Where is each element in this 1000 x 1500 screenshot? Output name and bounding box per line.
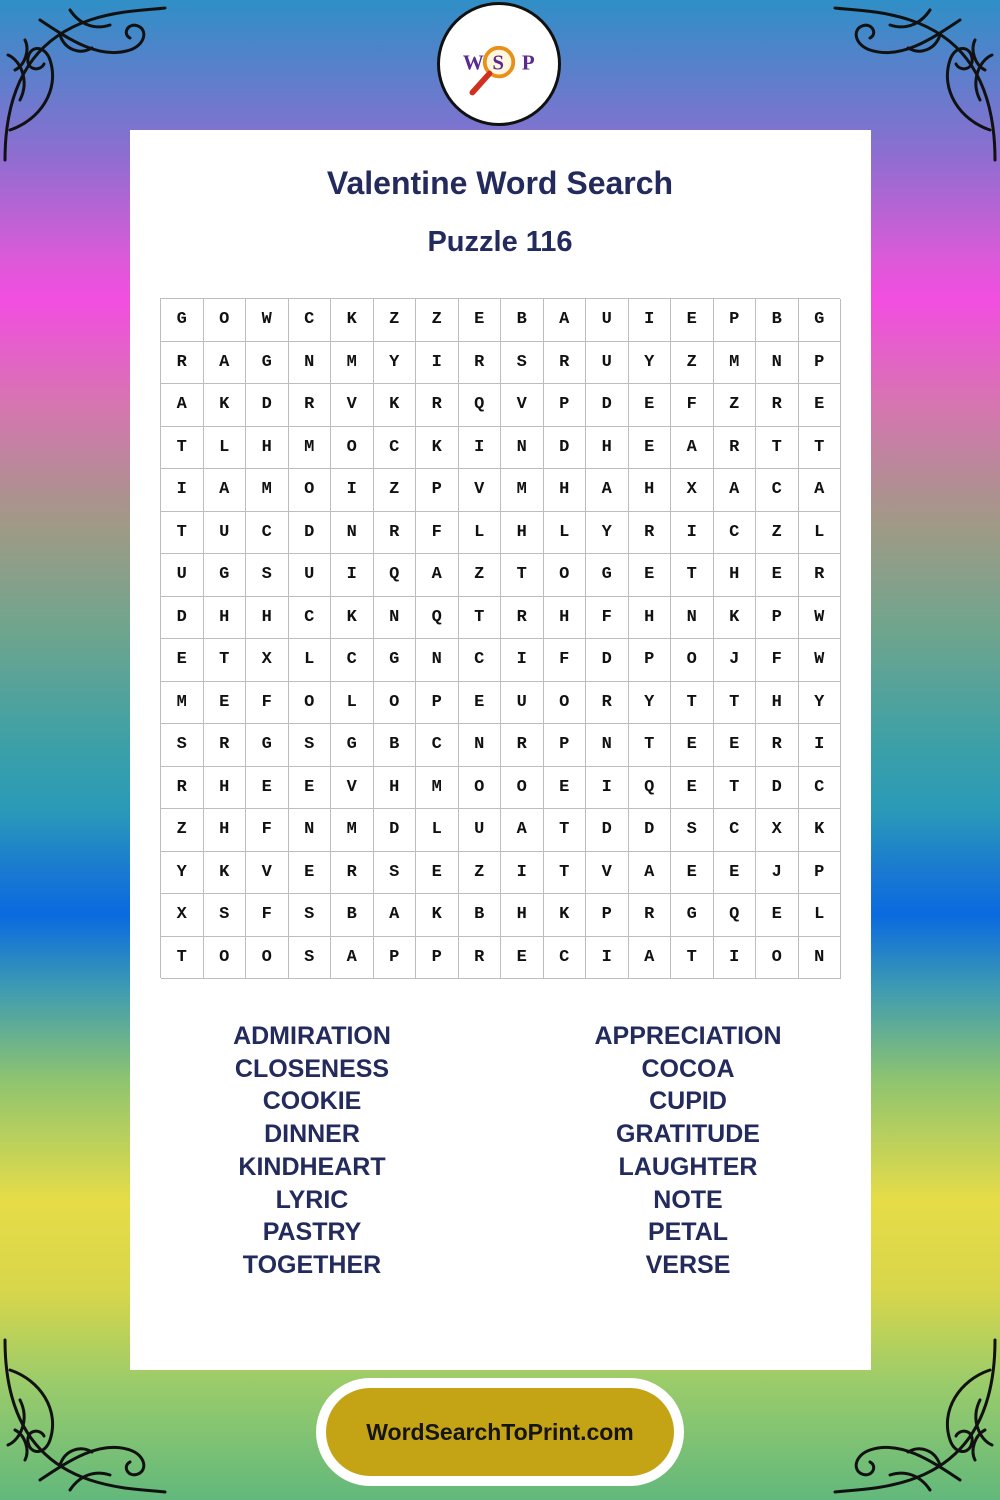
grid-cell: K [544, 894, 587, 937]
grid-cell: E [756, 554, 799, 597]
grid-cell: D [586, 639, 629, 682]
grid-cell: K [374, 384, 417, 427]
grid-cell: B [374, 724, 417, 767]
grid-cell: V [246, 852, 289, 895]
grid-cell: R [289, 384, 332, 427]
grid-cell: E [459, 299, 502, 342]
grid-cell: N [586, 724, 629, 767]
grid-cell: W [799, 597, 842, 640]
grid-cell: R [161, 342, 204, 385]
grid-cell: C [374, 427, 417, 470]
grid-cell: J [756, 852, 799, 895]
grid-cell: Y [799, 682, 842, 725]
grid-cell: U [586, 342, 629, 385]
grid-cell: M [416, 767, 459, 810]
grid-cell: A [204, 342, 247, 385]
grid-cell: A [331, 937, 374, 980]
grid-cell: E [289, 767, 332, 810]
grid-cell: E [501, 937, 544, 980]
grid-cell: S [671, 809, 714, 852]
grid-cell: E [459, 682, 502, 725]
grid-cell: O [289, 682, 332, 725]
grid-cell: O [671, 639, 714, 682]
grid-cell: R [799, 554, 842, 597]
grid-cell: O [374, 682, 417, 725]
grid-cell: K [204, 852, 247, 895]
grid-cell: Q [459, 384, 502, 427]
grid-cell: H [204, 767, 247, 810]
grid-cell: R [204, 724, 247, 767]
grid-cell: Z [671, 342, 714, 385]
grid-cell: W [246, 299, 289, 342]
grid-cell: T [161, 427, 204, 470]
grid-cell: L [289, 639, 332, 682]
grid-cell: N [416, 639, 459, 682]
grid-cell: Q [416, 597, 459, 640]
grid-cell: G [204, 554, 247, 597]
grid-cell: G [586, 554, 629, 597]
grid-cell: P [544, 384, 587, 427]
grid-cell: H [501, 512, 544, 555]
grid-cell: T [501, 554, 544, 597]
grid-cell: N [289, 809, 332, 852]
grid-cell: Y [161, 852, 204, 895]
word-list-item: VERSE [645, 1250, 731, 1279]
grid-cell: I [501, 639, 544, 682]
grid-cell: P [756, 597, 799, 640]
grid-cell: A [671, 427, 714, 470]
grid-cell: P [416, 937, 459, 980]
grid-cell: U [459, 809, 502, 852]
grid-cell: B [756, 299, 799, 342]
grid-cell: I [331, 469, 374, 512]
logo-letter-w: W [462, 50, 484, 75]
word-list-item: LYRIC [275, 1185, 349, 1214]
grid-cell: R [459, 937, 502, 980]
grid-cell: R [501, 724, 544, 767]
grid-cell: T [629, 724, 672, 767]
grid-cell: E [671, 299, 714, 342]
grid-cell: P [544, 724, 587, 767]
grid-cell: L [331, 682, 374, 725]
grid-cell: G [374, 639, 417, 682]
grid-cell: Z [459, 852, 502, 895]
grid-cell: V [459, 469, 502, 512]
grid-cell: J [714, 639, 757, 682]
grid-cell: R [544, 342, 587, 385]
grid-cell: F [416, 512, 459, 555]
grid-cell: T [161, 937, 204, 980]
grid-cell: M [289, 427, 332, 470]
grid-cell: E [544, 767, 587, 810]
grid-cell: C [331, 639, 374, 682]
grid-cell: O [459, 767, 502, 810]
grid-cell: E [161, 639, 204, 682]
grid-cell: A [161, 384, 204, 427]
grid-cell: C [246, 512, 289, 555]
grid-cell: E [629, 554, 672, 597]
grid-cell: E [629, 427, 672, 470]
logo-letter-p: P [521, 50, 535, 75]
grid-cell: X [161, 894, 204, 937]
grid-cell: I [586, 767, 629, 810]
word-list-item: CLOSENESS [234, 1054, 390, 1083]
grid-cell: O [204, 937, 247, 980]
grid-cell: P [799, 852, 842, 895]
grid-cell: V [586, 852, 629, 895]
site-name: WordSearchToPrint.com [366, 1418, 634, 1445]
grid-cell: K [799, 809, 842, 852]
word-list-item: CUPID [649, 1087, 727, 1116]
grid-cell: D [586, 809, 629, 852]
grid-cell: P [374, 937, 417, 980]
grid-cell: G [331, 724, 374, 767]
grid-cell: A [544, 299, 587, 342]
grid-cell: U [289, 554, 332, 597]
grid-cell: I [714, 937, 757, 980]
grid-cell: G [799, 299, 842, 342]
grid-cell: Q [714, 894, 757, 937]
grid-cell: C [289, 299, 332, 342]
word-list-item: APPRECIATION [594, 1022, 782, 1050]
grid-cell: N [459, 724, 502, 767]
grid-cell: I [586, 937, 629, 980]
grid-cell: A [629, 937, 672, 980]
grid-cell: A [799, 469, 842, 512]
grid-cell: E [799, 384, 842, 427]
grid-cell: N [671, 597, 714, 640]
grid-cell: U [501, 682, 544, 725]
grid-cell: A [714, 469, 757, 512]
grid-cell: Y [629, 342, 672, 385]
grid-cell: H [204, 809, 247, 852]
grid-cell: H [246, 597, 289, 640]
grid-cell: D [246, 384, 289, 427]
grid-cell: R [331, 852, 374, 895]
grid-cell: Y [374, 342, 417, 385]
grid-cell: B [459, 894, 502, 937]
grid-cell: A [629, 852, 672, 895]
grid-cell: S [289, 894, 332, 937]
grid-cell: A [586, 469, 629, 512]
word-list-item: COOKIE [262, 1087, 362, 1116]
grid-cell: O [289, 469, 332, 512]
grid-cell: O [246, 937, 289, 980]
grid-cell: H [544, 469, 587, 512]
grid-cell: T [714, 767, 757, 810]
grid-cell: S [501, 342, 544, 385]
grid-cell: S [374, 852, 417, 895]
grid-cell: D [374, 809, 417, 852]
grid-cell: E [671, 724, 714, 767]
grid-cell: N [289, 342, 332, 385]
grid-cell: R [629, 894, 672, 937]
grid-cell: I [459, 427, 502, 470]
grid-cell: D [161, 597, 204, 640]
grid-cell: T [459, 597, 502, 640]
grid-cell: B [331, 894, 374, 937]
site-banner[interactable] [326, 1388, 674, 1476]
grid-cell: A [374, 894, 417, 937]
grid-cell: I [161, 469, 204, 512]
word-list-item: LAUGHTER [618, 1152, 758, 1181]
grid-cell: M [331, 342, 374, 385]
grid-cell: V [501, 384, 544, 427]
puzzle-number: Puzzle 116 [427, 226, 573, 258]
word-list-right [538, 1020, 838, 1282]
grid-cell: W [799, 639, 842, 682]
letter-grid [160, 298, 840, 978]
grid-cell: K [204, 384, 247, 427]
grid-cell: M [331, 809, 374, 852]
grid-cell: M [714, 342, 757, 385]
grid-cell: Z [714, 384, 757, 427]
grid-cell: H [586, 427, 629, 470]
word-list-item: PETAL [647, 1218, 729, 1247]
grid-cell: C [544, 937, 587, 980]
grid-cell: E [756, 894, 799, 937]
grid-cell: D [289, 512, 332, 555]
grid-cell: C [714, 512, 757, 555]
grid-cell: R [459, 342, 502, 385]
grid-cell: S [289, 724, 332, 767]
grid-cell: F [246, 894, 289, 937]
grid-cell: C [756, 469, 799, 512]
grid-cell: T [544, 852, 587, 895]
grid-cell: X [246, 639, 289, 682]
grid-cell: F [756, 639, 799, 682]
grid-cell: P [416, 682, 459, 725]
grid-cell: R [501, 597, 544, 640]
grid-cell: T [161, 512, 204, 555]
grid-cell: C [459, 639, 502, 682]
grid-cell: X [756, 809, 799, 852]
grid-cell: D [544, 427, 587, 470]
grid-cell: E [204, 682, 247, 725]
grid-cell: E [246, 767, 289, 810]
grid-cell: L [799, 894, 842, 937]
grid-cell: T [799, 427, 842, 470]
grid-cell: D [586, 384, 629, 427]
grid-cell: Y [586, 512, 629, 555]
grid-cell: K [416, 427, 459, 470]
grid-cell: K [331, 299, 374, 342]
grid-cell: L [416, 809, 459, 852]
grid-cell: Z [161, 809, 204, 852]
grid-cell: H [374, 767, 417, 810]
grid-cell: L [799, 512, 842, 555]
grid-cell: D [629, 809, 672, 852]
grid-cell: K [714, 597, 757, 640]
grid-cell: C [799, 767, 842, 810]
grid-cell: F [246, 809, 289, 852]
word-list-item: GRATITUDE [616, 1120, 760, 1149]
grid-cell: C [416, 724, 459, 767]
grid-cell: H [544, 597, 587, 640]
grid-cell: X [671, 469, 714, 512]
grid-cell: V [331, 384, 374, 427]
grid-cell: B [501, 299, 544, 342]
grid-cell: H [501, 894, 544, 937]
grid-cell: T [544, 809, 587, 852]
grid-cell: M [501, 469, 544, 512]
grid-cell: L [204, 427, 247, 470]
grid-cell: I [629, 299, 672, 342]
grid-cell: G [246, 342, 289, 385]
word-list-item: COCOA [641, 1054, 735, 1083]
grid-cell: A [501, 809, 544, 852]
grid-cell: K [331, 597, 374, 640]
grid-cell: Z [416, 299, 459, 342]
grid-cell: E [416, 852, 459, 895]
grid-cell: P [799, 342, 842, 385]
grid-cell: S [204, 894, 247, 937]
grid-cell: N [501, 427, 544, 470]
grid-cell: E [671, 767, 714, 810]
grid-cell: Y [629, 682, 672, 725]
grid-cell: C [714, 809, 757, 852]
grid-cell: N [374, 597, 417, 640]
grid-cell: R [714, 427, 757, 470]
grid-cell: P [714, 299, 757, 342]
grid-cell: T [671, 554, 714, 597]
grid-cell: E [629, 384, 672, 427]
page-title: Valentine Word Search [326, 165, 674, 201]
grid-cell: H [204, 597, 247, 640]
grid-cell: O [501, 767, 544, 810]
grid-cell: D [756, 767, 799, 810]
grid-cell: L [459, 512, 502, 555]
grid-cell: U [586, 299, 629, 342]
grid-cell: C [289, 597, 332, 640]
grid-cell: V [331, 767, 374, 810]
grid-cell: H [629, 597, 672, 640]
grid-cell: Q [629, 767, 672, 810]
grid-cell: R [756, 724, 799, 767]
grid-cell: A [204, 469, 247, 512]
grid-cell: I [799, 724, 842, 767]
grid-cell: Z [374, 299, 417, 342]
grid-cell: E [289, 852, 332, 895]
grid-cell: O [544, 554, 587, 597]
grid-cell: T [671, 682, 714, 725]
wsp-logo [437, 2, 561, 126]
grid-cell: A [416, 554, 459, 597]
grid-cell: F [246, 682, 289, 725]
word-list-item: NOTE [653, 1185, 723, 1214]
grid-cell: I [416, 342, 459, 385]
grid-cell: H [629, 469, 672, 512]
grid-cell: G [246, 724, 289, 767]
grid-cell: K [416, 894, 459, 937]
grid-cell: U [161, 554, 204, 597]
grid-cell: R [586, 682, 629, 725]
grid-cell: T [756, 427, 799, 470]
word-list-item: PASTRY [262, 1218, 362, 1247]
grid-cell: R [629, 512, 672, 555]
grid-cell: I [331, 554, 374, 597]
grid-cell: H [756, 682, 799, 725]
grid-cell: P [629, 639, 672, 682]
grid-cell: H [246, 427, 289, 470]
grid-cell: I [501, 852, 544, 895]
grid-cell: F [544, 639, 587, 682]
grid-cell: T [204, 639, 247, 682]
grid-cell: G [161, 299, 204, 342]
grid-cell: O [756, 937, 799, 980]
grid-cell: F [671, 384, 714, 427]
grid-cell: F [586, 597, 629, 640]
word-list-item: ADMIRATION [233, 1022, 391, 1050]
grid-cell: Q [374, 554, 417, 597]
grid-cell: H [714, 554, 757, 597]
grid-cell: M [246, 469, 289, 512]
grid-cell: R [756, 384, 799, 427]
word-list-left [162, 1020, 462, 1282]
grid-cell: T [671, 937, 714, 980]
word-list-item: DINNER [264, 1120, 360, 1149]
grid-cell: R [161, 767, 204, 810]
grid-cell: O [331, 427, 374, 470]
grid-cell: S [289, 937, 332, 980]
grid-cell: M [161, 682, 204, 725]
grid-cell: U [204, 512, 247, 555]
grid-cell: N [756, 342, 799, 385]
grid-cell: Z [374, 469, 417, 512]
grid-cell: P [586, 894, 629, 937]
word-list-item: TOGETHER [242, 1250, 382, 1279]
grid-cell: S [161, 724, 204, 767]
grid-cell: E [714, 852, 757, 895]
logo-letter-s: S [492, 50, 504, 75]
grid-cell: G [671, 894, 714, 937]
grid-cell: I [671, 512, 714, 555]
grid-cell: S [246, 554, 289, 597]
grid-cell: Z [459, 554, 502, 597]
grid-cell: N [799, 937, 842, 980]
grid-cell: R [374, 512, 417, 555]
grid-cell: O [204, 299, 247, 342]
grid-cell: P [416, 469, 459, 512]
word-list-item: KINDHEART [238, 1152, 386, 1181]
grid-cell: Z [756, 512, 799, 555]
grid-cell: R [416, 384, 459, 427]
grid-cell: E [671, 852, 714, 895]
grid-cell: L [544, 512, 587, 555]
grid-cell: E [714, 724, 757, 767]
grid-cell: N [331, 512, 374, 555]
grid-cell: O [544, 682, 587, 725]
grid-cell: T [714, 682, 757, 725]
